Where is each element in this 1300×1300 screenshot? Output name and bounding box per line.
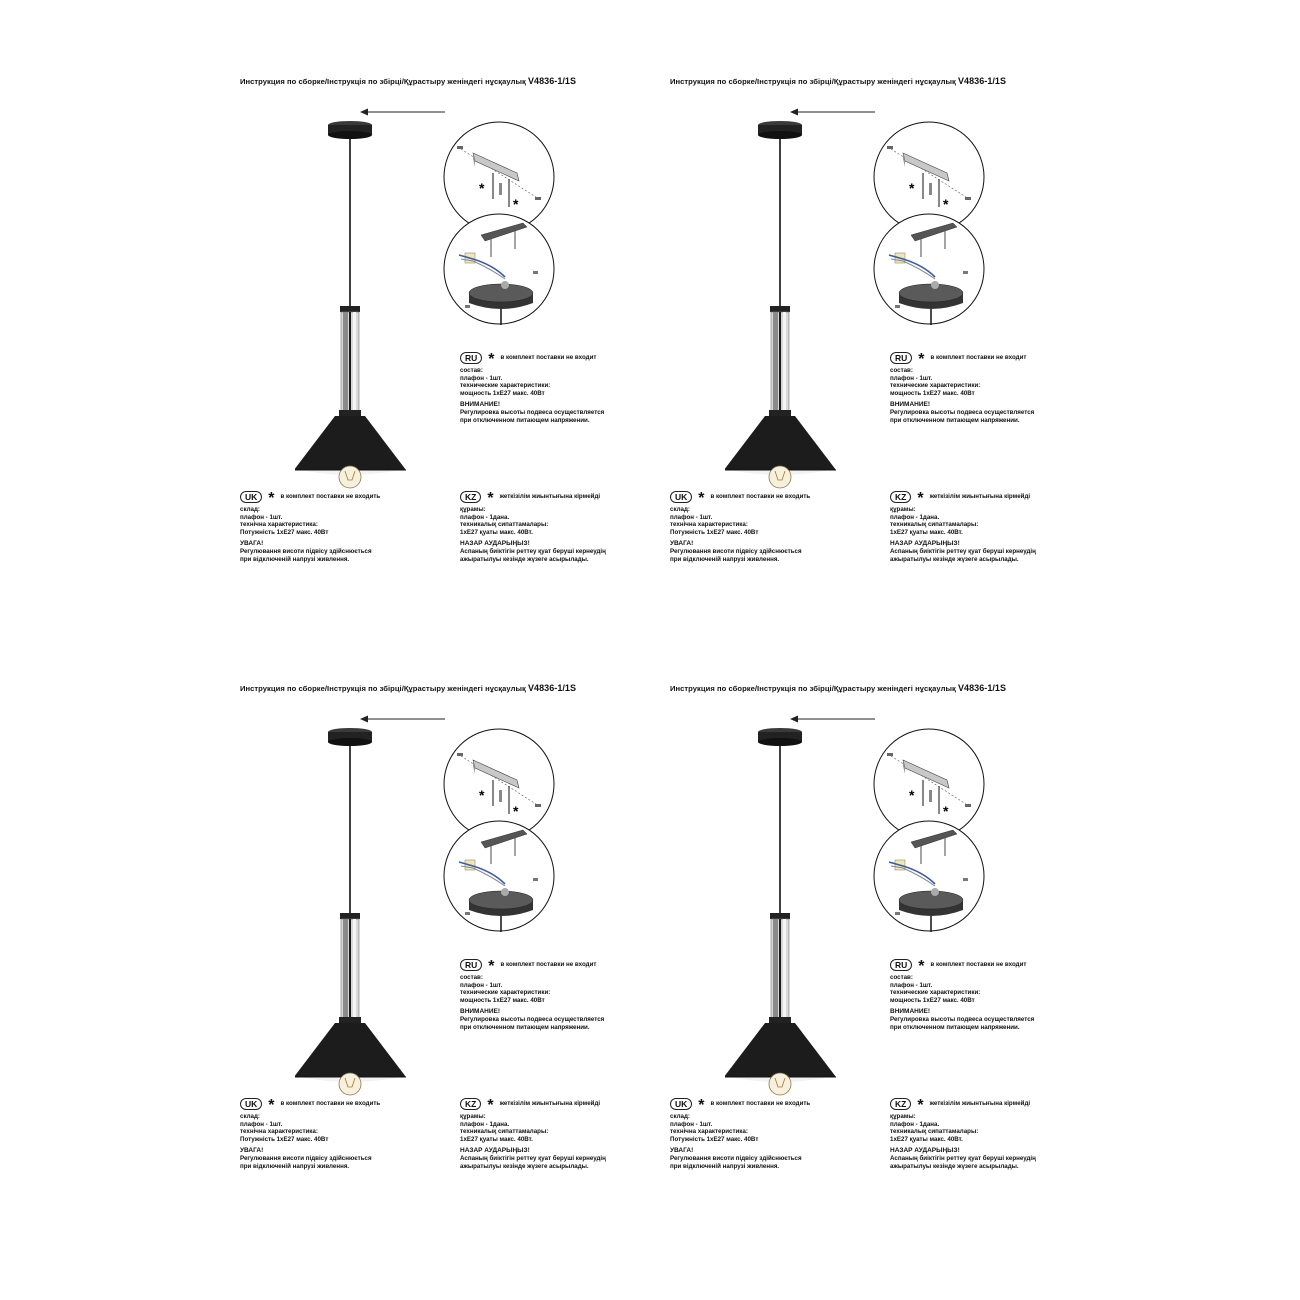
instruction-text: ажыратылуы кезінде жүзеге асырылады. xyxy=(890,1162,1019,1170)
svg-text:*: * xyxy=(943,196,949,212)
kz-badge: KZ xyxy=(460,491,481,503)
instruction-text: Инструкция по сборке/Інструкція по збірці/Құрастыру женіндегі нұсқаулық xyxy=(670,684,956,693)
ru-badge: RU xyxy=(890,959,912,971)
instruction-text: НАЗАР АУДАРЫҢЫЗ! xyxy=(460,1147,530,1155)
sheet-title xyxy=(240,683,576,693)
svg-text:*: * xyxy=(513,196,519,212)
instruction-text: Аспаның биіктігін реттеу қуат беруші кернеудің xyxy=(460,1154,606,1162)
pendant-lamp-illustration xyxy=(295,723,415,1103)
pendant-lamp-illustration xyxy=(725,116,845,496)
ru-badge: RU xyxy=(890,352,912,364)
instruction-text: плафон - 1дана. xyxy=(460,513,510,521)
instruction-text: УВАГА! xyxy=(240,540,264,548)
uk-section xyxy=(670,490,810,563)
instruction-sheet-4 xyxy=(670,683,1100,1243)
svg-text:*: * xyxy=(479,787,485,803)
instruction-text: в комплект поставки не входит xyxy=(930,961,1027,969)
instruction-text: плафон - 1шт. xyxy=(240,513,283,521)
instruction-text: технічна характеристика: xyxy=(670,521,748,529)
pendant-lamp-illustration xyxy=(725,723,845,1103)
asterisk-icon: * xyxy=(918,351,925,368)
instruction-text: в комплект поставки не входить xyxy=(280,493,381,501)
instruction-text: құрамы: xyxy=(460,1113,486,1120)
instruction-text: Потужність 1хЕ27 макс. 40Вт xyxy=(240,1135,329,1143)
ru-section xyxy=(890,958,1034,1031)
svg-text:*: * xyxy=(513,803,519,819)
model-number: V4836-1/1S xyxy=(528,76,577,86)
instruction-text: ВНИМАНИЕ! xyxy=(890,1008,931,1016)
instruction-text: Регулировка высоты подвеса осуществляется xyxy=(890,408,1035,416)
instruction-text: в комплект поставки не входит xyxy=(930,354,1027,362)
instruction-text: при відключеній напрузі живлення. xyxy=(670,555,780,563)
svg-text:*: * xyxy=(909,787,915,803)
instruction-text: Аспаның биіктігін реттеу қуат беруші кернеудің xyxy=(460,547,606,555)
instruction-text: НАЗАР АУДАРЫҢЫЗ! xyxy=(460,540,530,548)
instruction-text: плафон - 1шт. xyxy=(670,1120,713,1128)
model-number: V4836-1/1S xyxy=(528,683,577,693)
instruction-text: құрамы: xyxy=(890,1113,916,1120)
instruction-text: техникалық сипаттамалары: xyxy=(890,1128,979,1136)
instruction-text: ВНИМАНИЕ! xyxy=(460,1008,501,1016)
ru-section xyxy=(460,351,604,424)
instruction-text: технические характеристики: xyxy=(890,382,981,390)
instruction-text: техникалық сипаттамалары: xyxy=(460,521,549,529)
asterisk-icon: * xyxy=(488,958,495,975)
instruction-text: в комплект поставки не входить xyxy=(280,1100,381,1108)
instruction-text: технічна характеристика: xyxy=(670,1128,748,1136)
canopy-wiring-detail xyxy=(873,820,985,932)
instruction-text: технічна характеристика: xyxy=(240,1128,318,1136)
instruction-text: состав: xyxy=(890,974,913,981)
instruction-text: плафон - 1шт. xyxy=(460,374,503,382)
instruction-text: плафон - 1шт. xyxy=(890,374,933,382)
kz-section xyxy=(890,490,1036,563)
instruction-text: Аспаның биіктігін реттеу қуат беруші кернеудің xyxy=(890,1154,1036,1162)
asterisk-icon: * xyxy=(487,490,494,507)
instruction-text: технические характеристики: xyxy=(460,989,551,997)
instruction-text: ВНИМАНИЕ! xyxy=(890,401,931,409)
uk-badge: UK xyxy=(670,1098,692,1110)
instruction-text: при отключенном питающем напряжении. xyxy=(890,416,1020,424)
asterisk-icon: * xyxy=(917,1097,924,1114)
instruction-text: жеткізілім жиынтығына кірмейді xyxy=(929,493,1031,501)
instruction-text: при відключеній напрузі живлення. xyxy=(240,1162,350,1170)
instruction-text: УВАГА! xyxy=(240,1147,264,1155)
canopy-wiring-detail xyxy=(443,213,555,325)
uk-section xyxy=(240,1097,380,1170)
ru-badge: RU xyxy=(460,352,482,364)
instruction-text: Регулювання висоти підвісу здійснюється xyxy=(670,1154,802,1162)
instruction-text: при отключенном питающем напряжении. xyxy=(890,1023,1020,1031)
instruction-text: ажыратылуы кезінде жүзеге асырылады. xyxy=(890,555,1019,563)
instruction-text: Потужність 1хЕ27 макс. 40Вт xyxy=(670,528,759,536)
instruction-text: Регулировка высоты подвеса осуществляется xyxy=(460,1015,605,1023)
instruction-text: плафон - 1дана. xyxy=(890,513,940,521)
pendant-lamp-illustration xyxy=(295,116,415,496)
model-number: V4836-1/1S xyxy=(958,76,1007,86)
instruction-text: склад: xyxy=(670,1113,690,1120)
instruction-text: 1хЕ27 қуаты макс. 40Вт. xyxy=(890,528,963,536)
instruction-text: 1хЕ27 қуаты макс. 40Вт. xyxy=(460,528,533,536)
instruction-text: склад: xyxy=(240,1113,260,1120)
uk-badge: UK xyxy=(670,491,692,503)
instruction-text: УВАГА! xyxy=(670,540,694,548)
instruction-text: при відключеній напрузі живлення. xyxy=(240,555,350,563)
instruction-text: в комплект поставки не входить xyxy=(710,1100,811,1108)
instruction-text: Потужність 1хЕ27 макс. 40Вт xyxy=(670,1135,759,1143)
asterisk-icon: * xyxy=(918,958,925,975)
instruction-text: мощность 1хЕ27 макс. 40Вт xyxy=(460,389,545,397)
instruction-text: состав: xyxy=(460,974,483,981)
instruction-text: плафон - 1дана. xyxy=(890,1120,940,1128)
instruction-text: состав: xyxy=(460,367,483,374)
instruction-text: 1хЕ27 қуаты макс. 40Вт. xyxy=(890,1135,963,1143)
instruction-text: технічна характеристика: xyxy=(240,521,318,529)
instruction-text: Потужність 1хЕ27 макс. 40Вт xyxy=(240,528,329,536)
instruction-text: плафон - 1шт. xyxy=(670,513,713,521)
asterisk-icon: * xyxy=(917,490,924,507)
instruction-text: жеткізілім жиынтығына кірмейді xyxy=(499,493,601,501)
instruction-text: ажыратылуы кезінде жүзеге асырылады. xyxy=(460,1162,589,1170)
instruction-text: Аспаның биіктігін реттеу қуат беруші кернеудің xyxy=(890,547,1036,555)
instruction-text: жеткізілім жиынтығына кірмейді xyxy=(929,1100,1031,1108)
instruction-text: ВНИМАНИЕ! xyxy=(460,401,501,409)
instruction-text: при отключенном питающем напряжении. xyxy=(460,1023,590,1031)
instruction-text: в комплект поставки не входит xyxy=(500,961,597,969)
instruction-text: НАЗАР АУДАРЫҢЫЗ! xyxy=(890,540,960,548)
kz-section xyxy=(460,490,606,563)
ru-section xyxy=(890,351,1034,424)
uk-section xyxy=(670,1097,810,1170)
svg-text:*: * xyxy=(909,180,915,196)
uk-badge: UK xyxy=(240,491,262,503)
canopy-wiring-detail xyxy=(443,820,555,932)
instruction-text: Регулировка высоты подвеса осуществляется xyxy=(460,408,605,416)
instruction-text: плафон - 1шт. xyxy=(240,1120,283,1128)
instruction-text: мощность 1хЕ27 макс. 40Вт xyxy=(890,996,975,1004)
instruction-text: Регулировка высоты подвеса осуществляется xyxy=(890,1015,1035,1023)
instruction-text: техникалық сипаттамалары: xyxy=(460,1128,549,1136)
instruction-text: НАЗАР АУДАРЫҢЫЗ! xyxy=(890,1147,960,1155)
instruction-text: склад: xyxy=(670,506,690,513)
kz-badge: KZ xyxy=(890,491,911,503)
asterisk-icon: * xyxy=(268,490,275,507)
sheet-title xyxy=(240,76,576,86)
kz-badge: KZ xyxy=(460,1098,481,1110)
instruction-text: Регулювання висоти підвісу здійснюється xyxy=(240,547,372,555)
instruction-text: в комплект поставки не входит xyxy=(500,354,597,362)
instruction-text: в комплект поставки не входить xyxy=(710,493,811,501)
uk-section xyxy=(240,490,380,563)
asterisk-icon: * xyxy=(268,1097,275,1114)
sheet-title xyxy=(670,683,1006,693)
canopy-wiring-detail xyxy=(873,213,985,325)
asterisk-icon: * xyxy=(488,351,495,368)
instruction-text: құрамы: xyxy=(890,506,916,513)
ru-section xyxy=(460,958,604,1031)
instruction-text: технические характеристики: xyxy=(890,989,981,997)
asterisk-icon: * xyxy=(698,1097,705,1114)
asterisk-icon: * xyxy=(487,1097,494,1114)
kz-section xyxy=(890,1097,1036,1170)
instruction-text: УВАГА! xyxy=(670,1147,694,1155)
svg-text:*: * xyxy=(943,803,949,819)
instruction-text: плафон - 1шт. xyxy=(460,981,503,989)
uk-badge: UK xyxy=(240,1098,262,1110)
asterisk-icon: * xyxy=(698,490,705,507)
model-number: V4836-1/1S xyxy=(958,683,1007,693)
instruction-sheet-1 xyxy=(240,76,670,636)
instruction-text: құрамы: xyxy=(460,506,486,513)
instruction-sheet-3 xyxy=(240,683,670,1243)
instruction-text: ажыратылуы кезінде жүзеге асырылады. xyxy=(460,555,589,563)
instruction-sheet-2 xyxy=(670,76,1100,636)
instruction-text: Регулювання висоти підвісу здійснюється xyxy=(670,547,802,555)
instruction-text: 1хЕ27 қуаты макс. 40Вт. xyxy=(460,1135,533,1143)
instruction-text: склад: xyxy=(240,506,260,513)
instruction-text: Инструкция по сборке/Інструкція по збірці/Құрастыру женіндегі нұсқаулық xyxy=(240,684,526,693)
instruction-text: техникалық сипаттамалары: xyxy=(890,521,979,529)
kz-badge: KZ xyxy=(890,1098,911,1110)
instruction-text: плафон - 1дана. xyxy=(460,1120,510,1128)
instruction-text: Инструкция по сборке/Інструкція по збірці/Құрастыру женіндегі нұсқаулық xyxy=(670,77,956,86)
instruction-text: жеткізілім жиынтығына кірмейді xyxy=(499,1100,601,1108)
instruction-text: при відключеній напрузі живлення. xyxy=(670,1162,780,1170)
kz-section xyxy=(460,1097,606,1170)
instruction-text: плафон - 1шт. xyxy=(890,981,933,989)
instruction-text: состав: xyxy=(890,367,913,374)
svg-text:*: * xyxy=(479,180,485,196)
instruction-text: мощность 1хЕ27 макс. 40Вт xyxy=(890,389,975,397)
instruction-text: мощность 1хЕ27 макс. 40Вт xyxy=(460,996,545,1004)
instruction-text: технические характеристики: xyxy=(460,382,551,390)
instruction-text: при отключенном питающем напряжении. xyxy=(460,416,590,424)
ru-badge: RU xyxy=(460,959,482,971)
instruction-text: Регулювання висоти підвісу здійснюється xyxy=(240,1154,372,1162)
instruction-text: Инструкция по сборке/Інструкція по збірці/Құрастыру женіндегі нұсқаулық xyxy=(240,77,526,86)
sheet-title xyxy=(670,76,1006,86)
